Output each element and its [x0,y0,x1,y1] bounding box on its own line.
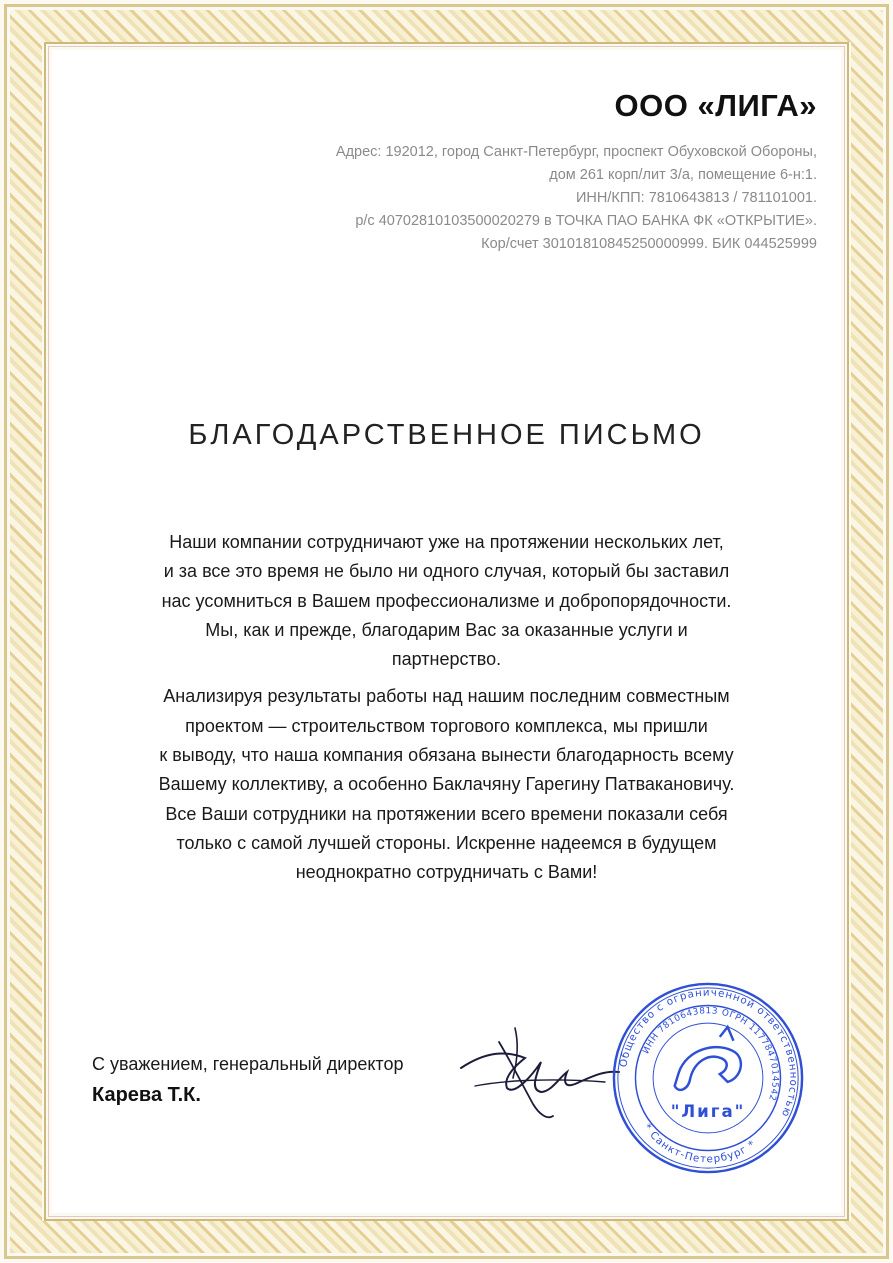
address-line-1: Адрес: 192012, город Санкт-Петербург, проспект Обуховской Обороны, [335,144,817,160]
paragraph-line: проектом — строительством торгового комплекса, мы пришли [185,715,708,736]
paragraph-line: только с самой лучшей стороны. Искренне надеемся в будущем [176,832,717,853]
svg-text:Общество с ограниченной ответс: Общество с ограниченной ответственностью [617,986,800,1120]
letter-body [100,528,793,888]
bank-account: р/с 40702810103500020279 в ТОЧКА ПАО БАНКА ФК «ОТКРЫТИЕ». [355,213,817,229]
corr-account-bik: Кор/счет 30101810845250000999. БИК 044525999 [481,236,817,252]
paragraph-line: Мы, как и прежде, благодарим Вас за оказанные услуги и [205,619,688,640]
paragraph-1 [100,528,793,674]
paragraph-line: и за все это время не было ни одного случая, который бы заставил [163,561,730,582]
paragraph-line: партнерство. [391,649,502,670]
company-name: ООО «ЛИГА» [614,88,817,123]
paragraph-line: Все Ваши сотрудники на протяжении всего времени показали себя [165,803,728,824]
inn-kpp: ИНН/КПП: 7810643813 / 781101001. [576,190,817,206]
handwritten-signature [455,1022,625,1132]
paragraph-2 [100,682,793,887]
director-name: Карева Т.К. [92,1084,201,1106]
svg-text:* Санкт-Петербург *: * Санкт-Петербург * [640,1121,759,1166]
paragraph-line: к выводу, что наша компания обязана вынести благодарность всему [159,745,734,766]
paragraph-line: нас усомниться в Вашем профессионализме и добропорядочности. [161,590,732,611]
svg-text:ИНН 7810643813 ОГРН 1177847014: ИНН 7810643813 ОГРН 1177847014542 [641,1006,780,1103]
address-line-2: дом 261 корп/лит 3/а, помещение 6-н:1. [549,167,817,183]
svg-text:"Лига": "Лига" [670,1102,746,1122]
paragraph-line: Анализируя результаты работы над нашим последним совместным [163,686,730,707]
company-seal [610,980,806,1176]
company-requisites [197,141,817,256]
paragraph-line: Вашему коллективу, а особенно Баклачяну Гарегину Патвакановичу. [158,774,735,795]
letter-title: БЛАГОДАРСТВЕННОЕ ПИСЬМО [188,419,705,451]
paragraph-line: неоднократно сотрудничать с Вами! [295,862,598,883]
paragraph-line: Наши компании сотрудничают уже на протяжении нескольких лет, [169,532,724,552]
closing-line: С уважением, генеральный директор [92,1054,404,1074]
